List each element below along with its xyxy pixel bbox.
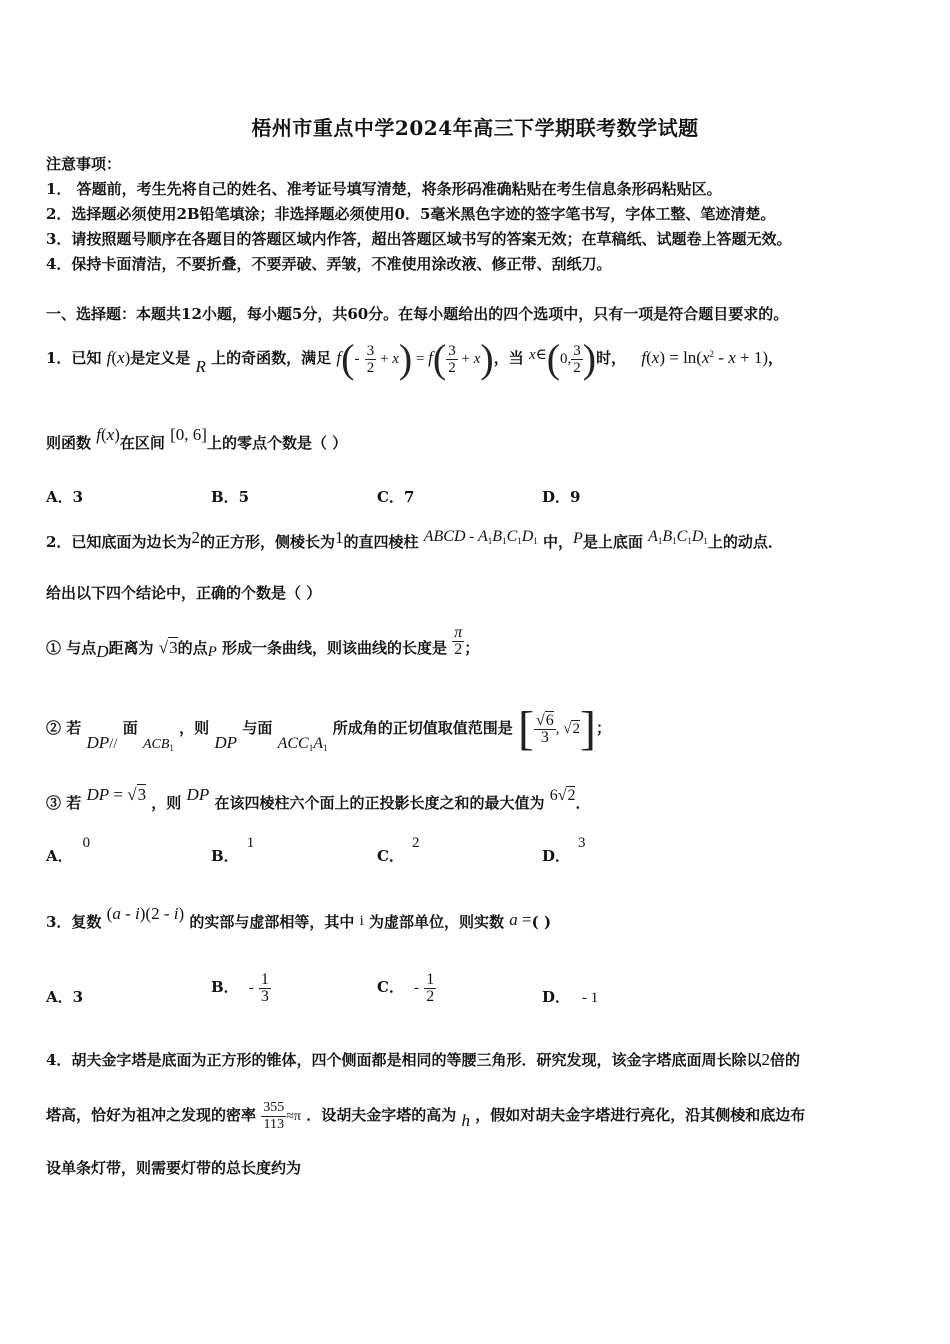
page-title: 梧州市重点中学2024年高三下学期联考数学试题 [251, 116, 699, 140]
option-d[interactable]: D．3 [542, 835, 586, 865]
question-1-line2: 则函数 f(x)在区间 [0, 6]上的零点个数是（ ） [46, 425, 348, 452]
option-a[interactable]: A．3 [46, 488, 84, 506]
notice-item: 2．选择题必须使用2B铅笔填涂；非选择题必须使用0．5毫米黑色字迹的签字笔书写，字体工整、笔迹清楚。 [46, 205, 776, 223]
option-b[interactable]: B．1 [211, 835, 255, 865]
question-1: 1．已知 f(x)是定义是 R 上的奇函数，满足 f(- $\frac{3}{2}$ + x) = f( $\frac{3}{2}$ + x)，当 x∈(0, $\frac{3}{2}$ )时， $f(x) = \ln(x^2 - x + 1)$， [46, 336, 783, 381]
notice-item: 1． 答题前，考生先将自己的姓名、准考证号填写清楚，将条形码准确粘贴在考生信息条形码粘贴区。 [46, 180, 722, 198]
option-b[interactable]: B．5 [211, 488, 250, 506]
question-2-line2: 给出以下四个结论中，正确的个数是（ ） [46, 584, 322, 602]
question-4: 4．胡夫金字塔是底面为正方形的锥体，四个侧面都是相同的等腰三角形．研究发现，该金字塔底面周长除以2倍的 [46, 1050, 800, 1069]
notice-item: 4．保持卡面清洁，不要折叠，不要弄破、弄皱，不准使用涂改液、修正带、刮纸刀。 [46, 255, 612, 273]
option-c[interactable]: C．7 [377, 488, 415, 506]
question-3: 3．复数 (a - i)(2 - i) 的实部与虚部相等，其中 i 为虚部单位，则实数 a =( ) [46, 904, 552, 931]
notice-item: 3．请按照题号顺序在各题目的答题区域内作答，超出答题区域书写的答案无效；在草稿纸、试题卷上答题无效。 [46, 230, 792, 248]
question-2: 2．已知底面为边长为2的正方形，侧棱长为1的直四棱柱 ABCD - $A^1B^1C^1D^1$ 中，P是上底面 $A^1B^1C^1D^1$上的动点． [46, 528, 783, 551]
option-c[interactable]: C．2 [377, 835, 420, 865]
statement-3: ③ 若 DP = √3 ，则 DP 在该四棱柱六个面上的正投影长度之和的最大值为 6√2． [46, 785, 591, 812]
notice-heading: 注意事项： [46, 155, 122, 173]
question-4-line3: 设单条灯带，则需要灯带的总长度约为 [46, 1159, 302, 1177]
statement-2: ② 若 DP// 面 $ACB_1$ ，则 DP 与面 $ACC_1A_1$ 所成角的正切值取值范围是 [ $\frac{√6}{3}$ , √2]； [46, 702, 611, 755]
option-d[interactable]: D．9 [542, 488, 581, 506]
section-heading: 一、选择题：本题共12小题，每小题5分，共60分。在每小题给出的四个选项中，只有一项是符合题目要求的。 [46, 305, 789, 323]
option-a[interactable]: A．3 [46, 988, 84, 1006]
option-d[interactable]: D． - 1 [542, 988, 599, 1006]
statement-1: ① 与点D距离为 √3的点P 形成一条曲线，则该曲线的长度是 $\frac{\pi}{2}$ ； [46, 623, 480, 661]
option-a[interactable]: A．0 [46, 835, 91, 865]
option-c[interactable]: C． - $\frac{1}{2}$ [377, 970, 435, 1005]
option-b[interactable]: B． - $\frac{1}{3}$ [211, 970, 269, 1005]
question-4-line2: 塔高，恰好为祖冲之发现的密率 $\frac{355}{113}$ ≈π ．设胡夫金字塔的高为 h ，假如对胡夫金字塔进行亮化，沿其侧棱和底边布 [46, 1099, 806, 1132]
